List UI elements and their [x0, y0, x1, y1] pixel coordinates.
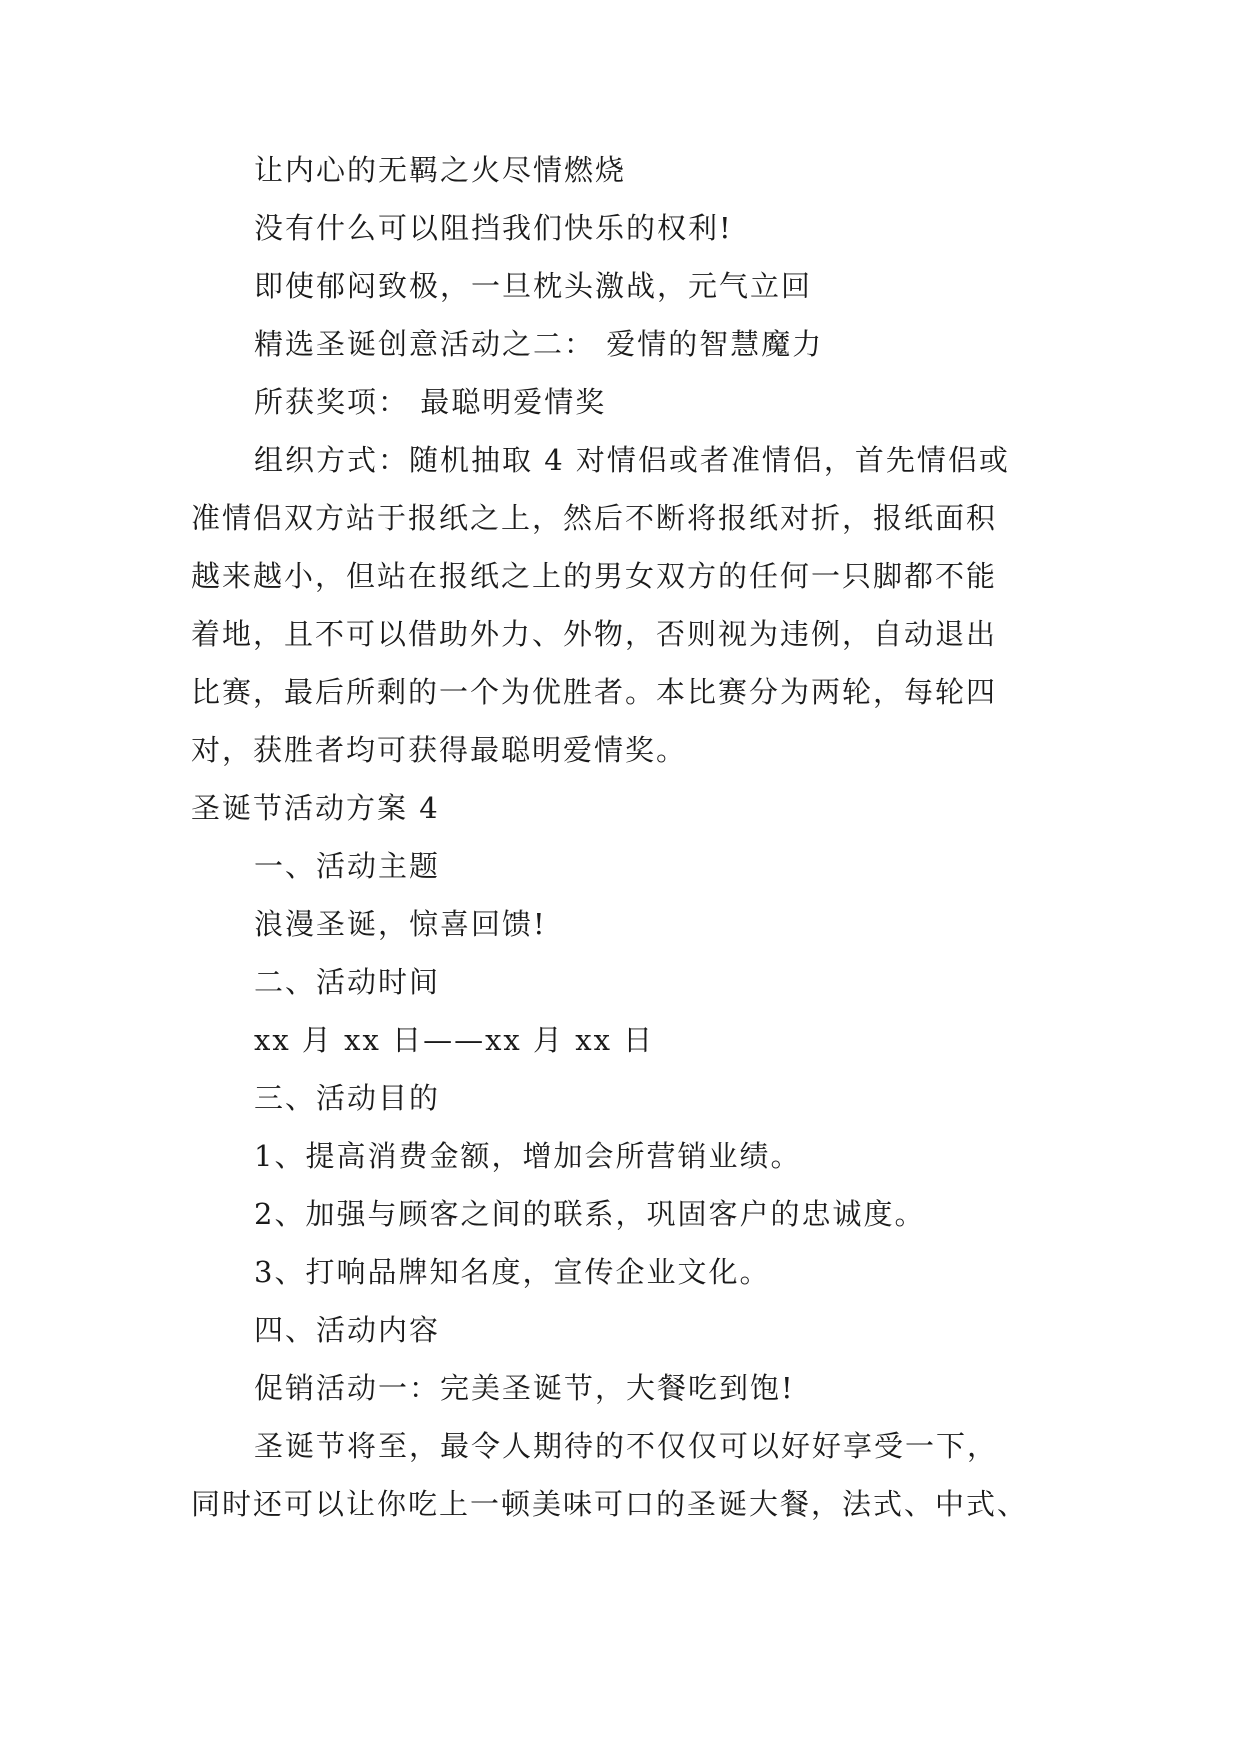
text-line: 对，获胜者均可获得最聪明爱情奖。 [191, 733, 688, 767]
text-line: 一、活动主题 [254, 849, 441, 883]
text-line: 组织方式：随机抽取 4 对情侣或者准情侣，首先情侣或 [254, 443, 1010, 477]
text-line: 促销活动一：完美圣诞节，大餐吃到饱! [254, 1371, 795, 1405]
text-line: 即使郁闷致极，一旦枕头激战，元气立回 [254, 269, 813, 303]
text-line: 所获奖项： 最聪明爱情奖 [254, 385, 607, 419]
text-line: 让内心的无羁之火尽情燃烧 [254, 153, 627, 187]
text-line: 没有什么可以阻挡我们快乐的权利! [254, 211, 733, 245]
text-line: 比赛，最后所剩的一个为优胜者。本比赛分为两轮，每轮四 [191, 675, 998, 709]
text-line: 三、活动目的 [254, 1081, 441, 1115]
section-heading: 圣诞节活动方案 4 [191, 791, 440, 825]
text-line: 二、活动时间 [254, 965, 441, 999]
text-line: 四、活动内容 [254, 1313, 441, 1347]
text-line: 1、提高消费金额，增加会所营销业绩。 [254, 1139, 802, 1173]
text-line: 精选圣诞创意活动之二： 爱情的智慧魔力 [254, 327, 824, 361]
text-line: 同时还可以让你吃上一顿美味可口的圣诞大餐，法式、中式、 [191, 1487, 1029, 1521]
text-line: 2、加强与顾客之间的联系，巩固客户的忠诚度。 [254, 1197, 926, 1231]
text-line: 圣诞节将至，最令人期待的不仅仅可以好好享受一下， [254, 1429, 999, 1463]
text-line: 着地，且不可以借助外力、外物，否则视为违例，自动退出 [191, 617, 998, 651]
text-line: 准情侣双方站于报纸之上，然后不断将报纸对折，报纸面积 [191, 501, 998, 535]
text-line: 3、打响品牌知名度，宣传企业文化。 [254, 1255, 771, 1289]
text-line: 越来越小，但站在报纸之上的男女双方的任何一只脚都不能 [191, 559, 998, 593]
text-line: 浪漫圣诞，惊喜回馈! [254, 907, 547, 941]
text-line: xx 月 xx 日——xx 月 xx 日 [254, 1023, 655, 1057]
